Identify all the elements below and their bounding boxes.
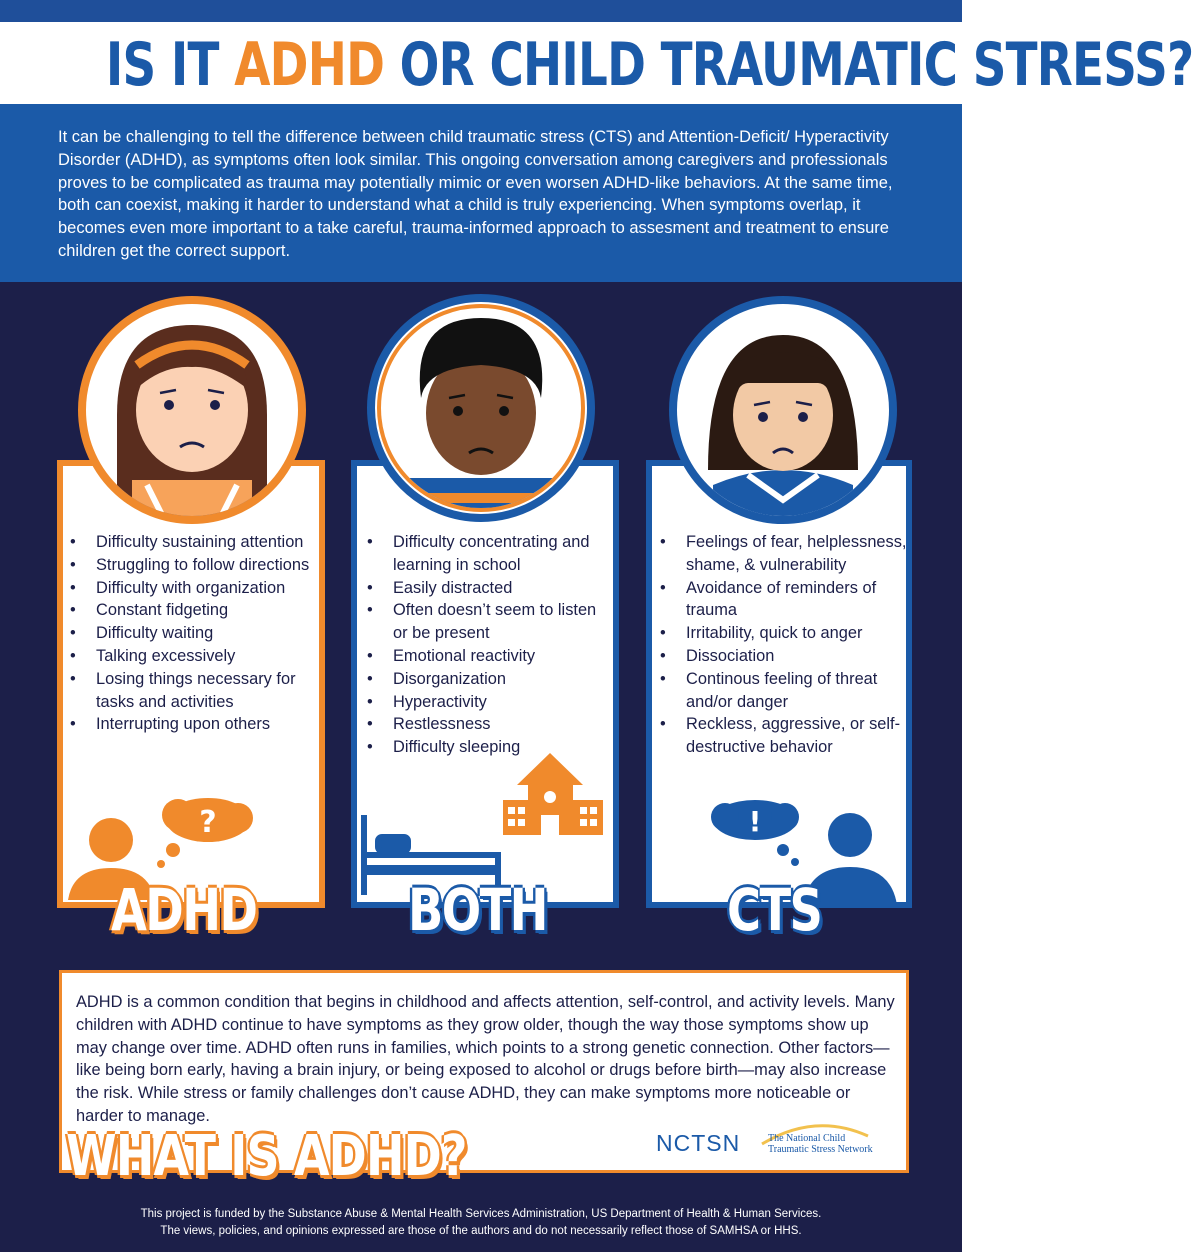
- list-item: • Difficulty sleeping: [367, 736, 607, 759]
- logo-line-1: The National Child: [768, 1133, 846, 1144]
- list-item: • Reckless, aggressive, or self-destructive behavior: [660, 713, 910, 759]
- list-item: • Restlessness: [367, 713, 607, 736]
- question-mark-icon: ?: [199, 805, 217, 840]
- top-stripe: [0, 0, 962, 22]
- both-label: BOTH: [408, 876, 547, 944]
- adhd-symptom-list: [70, 531, 320, 736]
- list-item: • Interrupting upon others: [70, 713, 320, 736]
- list-item: • Irritability, quick to anger: [660, 622, 910, 645]
- page-title: IS IT ADHD OR CHILD TRAUMATIC STRESS?: [105, 30, 1193, 100]
- list-item: • Emotional reactivity: [367, 645, 607, 668]
- list-item: • Disorganization: [367, 668, 607, 691]
- funding-footer: [0, 1206, 962, 1240]
- what-is-adhd-text: ADHD is a common condition that begins in childhood and affects attention, self-control, and activity levels. Many children with ADHD continue to have symptoms as they grow older, though the way those symptoms show up may change over time. ADHD often runs in families, which points to a strong genetic connection. Other factors—like being born early, having a brain injury, or being exposed to alcohol or drugs before birth—may also increase the risk. While stress or family challenges don’t cause ADHD, they can make symptoms more noticeable or harder to manage.: [76, 993, 895, 1125]
- list-item: • Difficulty sustaining attention: [70, 531, 320, 554]
- list-item: • Often doesn’t seem to listen or be present: [367, 599, 607, 645]
- list-item: • Continous feeling of threat and/or danger: [660, 668, 910, 714]
- list-item: • Difficulty concentrating and learning in school: [367, 531, 607, 577]
- logo-line-2: Traumatic Stress Network: [768, 1144, 873, 1155]
- intro-text: It can be challenging to tell the difference between child traumatic stress (CTS) and Attention-Deficit/ Hyperactivity Disorder (ADHD), as symptoms often look similar. This ongoing conversation among caregivers and professionals proves to be complicated as trauma may potentially mimic or even worsen ADHD-like behaviors. At the same time, both can coexist, making it harder to understand what a child is truly experiencing. When symptoms overlap, it becomes even more important to a take careful, trauma-informed approach to assesment and treatment to ensure children get the correct support.: [58, 128, 893, 260]
- cts-label: CTS: [727, 876, 822, 944]
- adhd-label: ADHD: [111, 876, 257, 944]
- boy-portrait-icon: [366, 293, 596, 523]
- footer-line-2: The views, policies, and opinions expressed are those of the authors and do not necessarily reflect those of SAMHSA or HHS.: [160, 1225, 802, 1237]
- list-item: • Difficulty waiting: [70, 622, 320, 645]
- list-item: • Losing things necessary for tasks and activities: [70, 668, 320, 714]
- list-item: • Talking excessively: [70, 645, 320, 668]
- exclamation-icon: !: [748, 805, 762, 838]
- nctsn-logo: NCTSN: [656, 1130, 741, 1156]
- both-symptom-list: [367, 531, 607, 759]
- list-item: • Easily distracted: [367, 577, 607, 600]
- footer-line-1: This project is funded by the Substance Abuse & Mental Health Services Administration, US Department of Health & Human Services.: [140, 1208, 822, 1220]
- what-is-adhd-heading: WHAT IS ADHD?: [66, 1124, 467, 1189]
- intro-banner: [0, 104, 962, 282]
- list-item: • Struggling to follow directions: [70, 554, 320, 577]
- list-item: • Constant fidgeting: [70, 599, 320, 622]
- list-item: • Difficulty with organization: [70, 577, 320, 600]
- girl-portrait-icon: [77, 295, 307, 525]
- list-item: • Avoidance of reminders of trauma: [660, 577, 910, 623]
- list-item: • Dissociation: [660, 645, 910, 668]
- bed-and-school-icon: [358, 745, 608, 895]
- title-highlight: ADHD: [234, 30, 385, 100]
- cts-symptom-list: [660, 531, 910, 759]
- list-item: • Feelings of fear, helplessness, shame, & vulnerability: [660, 531, 910, 577]
- nctsn-logo-subtitle: [768, 1133, 888, 1155]
- list-item: • Hyperactivity: [367, 691, 607, 714]
- child-portrait-icon: [668, 295, 898, 525]
